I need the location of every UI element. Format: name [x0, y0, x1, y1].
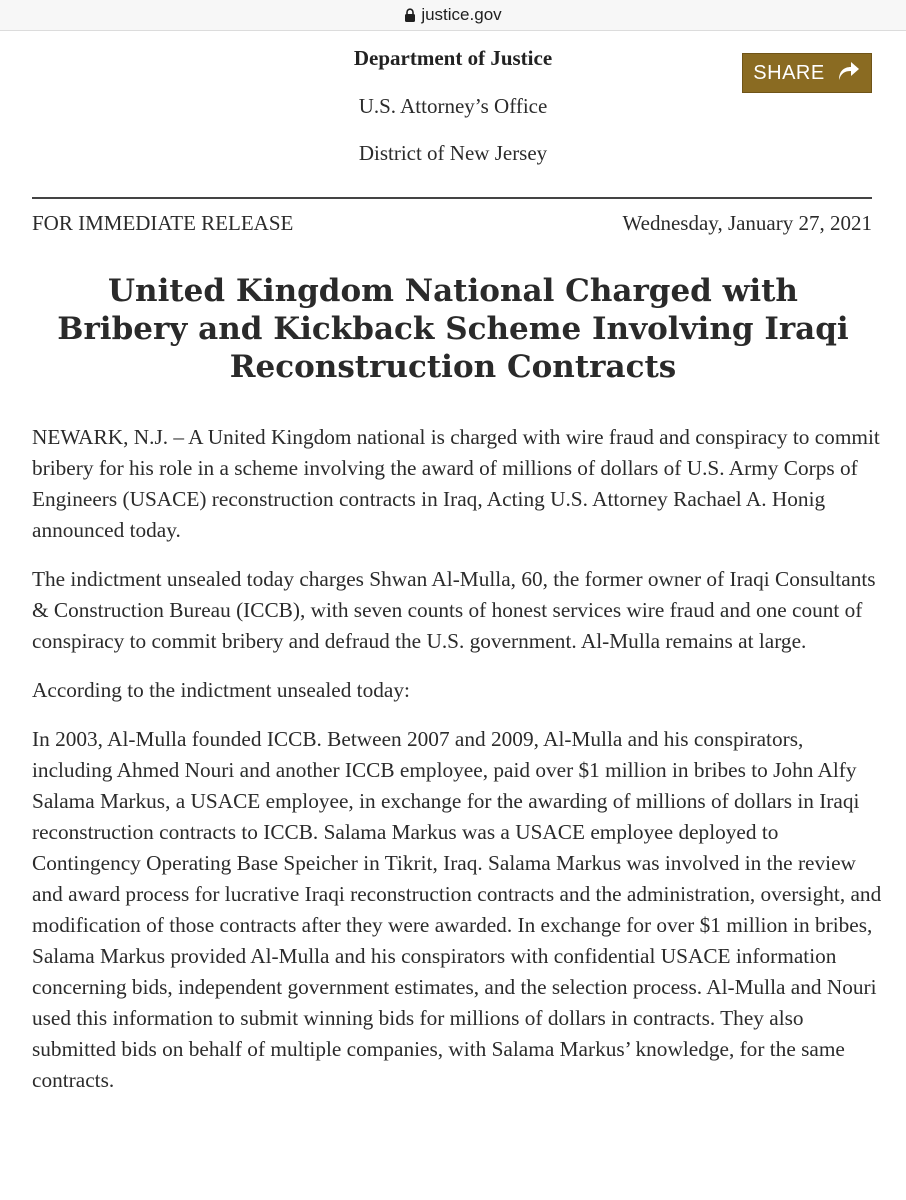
department-name: Department of Justice: [353, 46, 553, 70]
paragraph-intro: NEWARK, N.J. – A United Kingdom national is charged with wire fraud and conspiracy to commit bribery for his role in a scheme involving the award of millions of dollars of U.S. Army Corps of Engineers (USACE) reconstruction contracts in Iraq, Acting U.S. Attorney Rachael A. Honig announced today.: [32, 425, 880, 542]
share-arrow-icon: [833, 58, 861, 88]
release-label: FOR IMMEDIATE RELEASE: [32, 211, 294, 235]
article-body: [32, 422, 882, 1114]
header-divider: [32, 197, 872, 199]
paragraph-details: In 2003, Al-Mulla founded ICCB. Between 2007 and 2009, Al-Mulla and his conspirators, including Ahmed Nouri and another ICCB employee, paid over $1 million in bribes to John Alfy Salama Markus, a USACE employee, in exchange for the awarding of millions of dollars in Iraqi reconstruction contracts to ICCB. Salama Markus was a USACE employee deployed to Contingency Operating Base Speicher in Tikrit, Iraq. Salama Markus was involved in the review and award process for lucrative Iraqi reconstruction contracts and the administration, oversight, and modification of those contracts after they were awarded. In exchange for over $1 million in bribes, Salama Markus provided Al-Mulla and his conspirators with confidential USACE information concerning bids, independent government estimates, and the selection process. Al-Mulla and Nouri used this information to submit winning bids for millions of dollars in contracts. They also submitted bids on behalf of multiple companies, with Salama Markus’ knowledge, for the same contracts.: [32, 727, 882, 1092]
url-text[interactable]: justice.gov: [421, 5, 502, 24]
paragraph-according: According to the indictment unsealed today:: [32, 678, 410, 702]
article-title: United Kingdom National Charged with Bribery and Kickback Scheme Involving Iraqi Reconstruction Contracts: [57, 273, 849, 385]
address-bar[interactable]: [0, 0, 906, 31]
release-date: Wednesday, January 27, 2021: [622, 211, 872, 235]
address-bar-content: [404, 5, 501, 25]
share-label: SHARE: [753, 61, 825, 84]
paragraph-indictment: The indictment unsealed today charges Shwan Al-Mulla, 60, the former owner of Iraqi Consultants & Construction Bureau (ICCB), with seven counts of honest services wire fraud and one count of conspiracy to commit bribery and defraud the U.S. government. Al-Mulla remains at large.: [32, 567, 876, 653]
office-name: U.S. Attorney’s Office: [358, 94, 548, 118]
release-line: [32, 211, 872, 236]
share-button[interactable]: [742, 53, 872, 93]
lock-icon: [404, 8, 416, 23]
district-name: District of New Jersey: [358, 141, 548, 165]
